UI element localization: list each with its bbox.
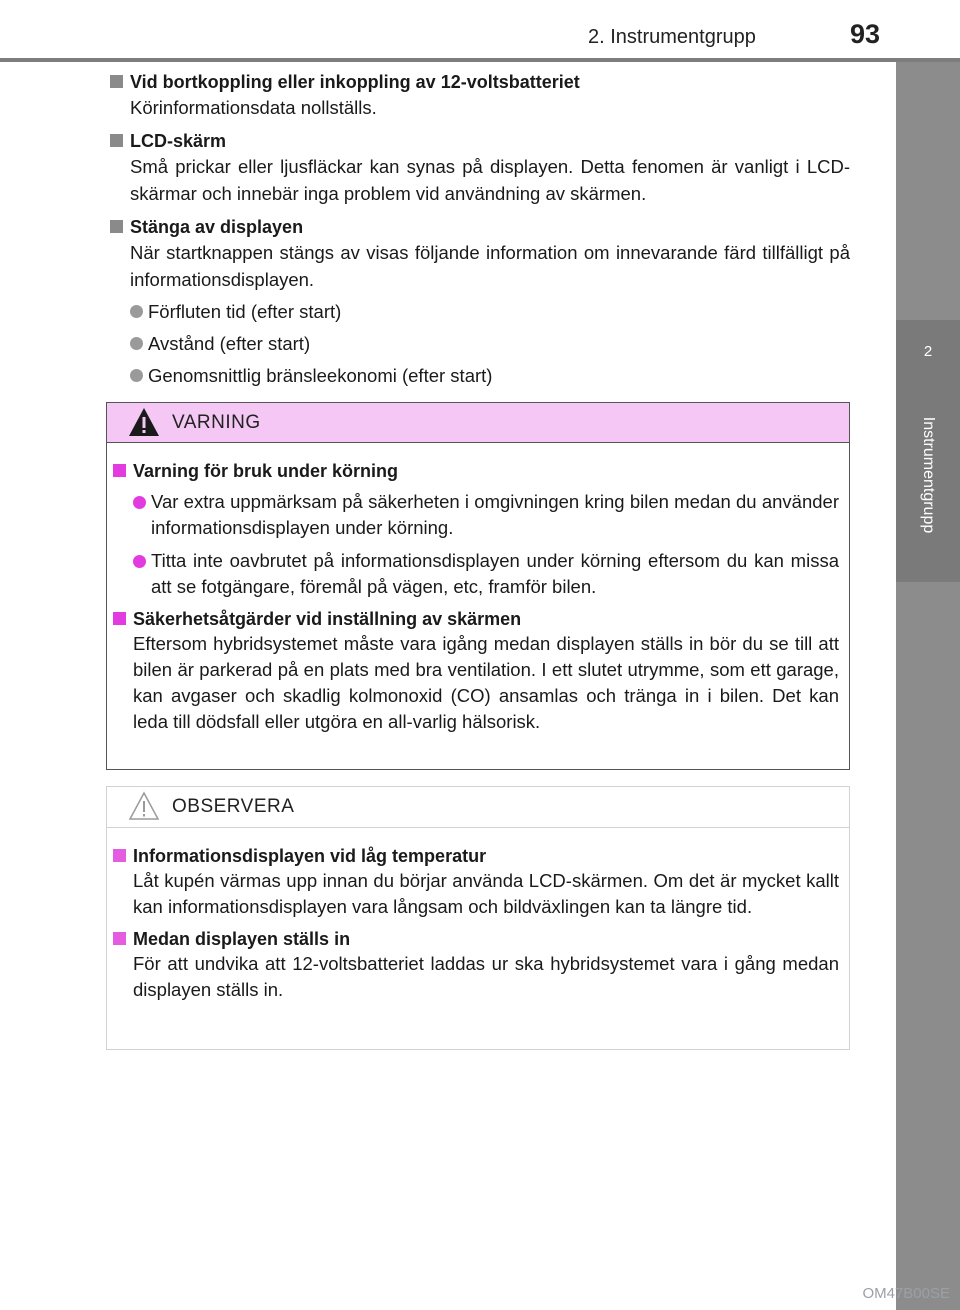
page-number: 93 (850, 19, 881, 49)
square-bullet-icon (113, 612, 126, 625)
notice-box (106, 786, 850, 1050)
warning-body: Eftersom hybridsystemet måste vara igång medan displayen ställs in bör du se till att bilen är parkerad på en plats med bra ventilation. I ett slutet utrymme, som ett garage, kan avgaser och skadlig kolmonoxid (CO) ansamlas och tränga in i bilen. Det kan leda till dödsfall eller utgöra en all-varlig hälsorisk. (133, 633, 839, 732)
warning-heading: Varning för bruk under körning (113, 459, 839, 483)
notice-heading: Informationsdisplayen vid låg temperatur (113, 844, 839, 868)
running-header-title: 2. Instrumentgrupp (588, 26, 756, 48)
notice-body: För att undvika att 12-voltsbatteriet laddas ur ska hybridsystemet vara i gång medan displayen ställs in. (133, 953, 839, 1000)
side-tab-bottom (896, 582, 960, 1310)
list-item: Titta inte oavbrutet på informationsdisplayen under körning eftersom du kan missa att se fotgängare, föremål på vägen, etc, framför bilen. (113, 548, 839, 600)
main-content (110, 70, 850, 389)
circle-bullet-icon (133, 555, 146, 568)
square-bullet-icon (110, 220, 123, 233)
warning-triangle-icon (127, 406, 161, 438)
notice-body: Låt kupén värmas upp innan du börjar använda LCD-skärmen. Om det är mycket kallt kan informationsdisplayen vara långsam och bildväxlingen kan ta längre tid. (133, 870, 839, 917)
warning-heading: Säkerhetsåtgärder vid inställning av skärmen (113, 607, 839, 631)
section-heading: Vid bortkoppling eller inkoppling av 12-voltsbatteriet (110, 70, 850, 94)
section-body: Körinformationsdata nollställs. (130, 97, 377, 118)
side-tab-top (896, 62, 960, 320)
side-tab-number: 2 (923, 343, 933, 360)
section-body: Små prickar eller ljusfläckar kan synas på displayen. Detta fenomen är vanligt i LCD-skärmar och innebär inga problem vid användning av skärmen. (130, 156, 850, 204)
section-heading: LCD-skärm (110, 129, 850, 153)
square-bullet-icon (110, 134, 123, 147)
square-bullet-icon (113, 849, 126, 862)
warning-title: VARNING (172, 412, 261, 433)
notice-header (107, 787, 849, 828)
section-heading: Stänga av displayen (110, 215, 850, 239)
warning-box (106, 402, 850, 770)
circle-bullet-icon (130, 337, 143, 350)
side-tab-label: Instrumentgrupp (920, 416, 937, 534)
circle-bullet-icon (130, 305, 143, 318)
warning-header (107, 403, 849, 443)
caution-triangle-icon (127, 790, 161, 822)
list-item: Förfluten tid (efter start) (110, 298, 850, 325)
footer-watermark: OM47B00SE (862, 1285, 950, 1302)
square-bullet-icon (113, 932, 126, 945)
square-bullet-icon (110, 75, 123, 88)
circle-bullet-icon (130, 369, 143, 382)
circle-bullet-icon (133, 496, 146, 509)
notice-heading: Medan displayen ställs in (113, 927, 839, 951)
notice-title: OBSERVERA (172, 796, 295, 817)
list-item: Genomsnittlig bränsleekonomi (efter start) (110, 362, 850, 389)
section-body: När startknappen stängs av visas följande information om innevarande färd tillfälligt på informationsdisplayen. (130, 242, 850, 290)
header-rule (0, 58, 960, 62)
list-item: Avstånd (efter start) (110, 330, 850, 357)
list-item: Var extra uppmärksam på säkerheten i omgivningen kring bilen medan du använder informationsdisplayen under körning. (113, 489, 839, 541)
square-bullet-icon (113, 464, 126, 477)
